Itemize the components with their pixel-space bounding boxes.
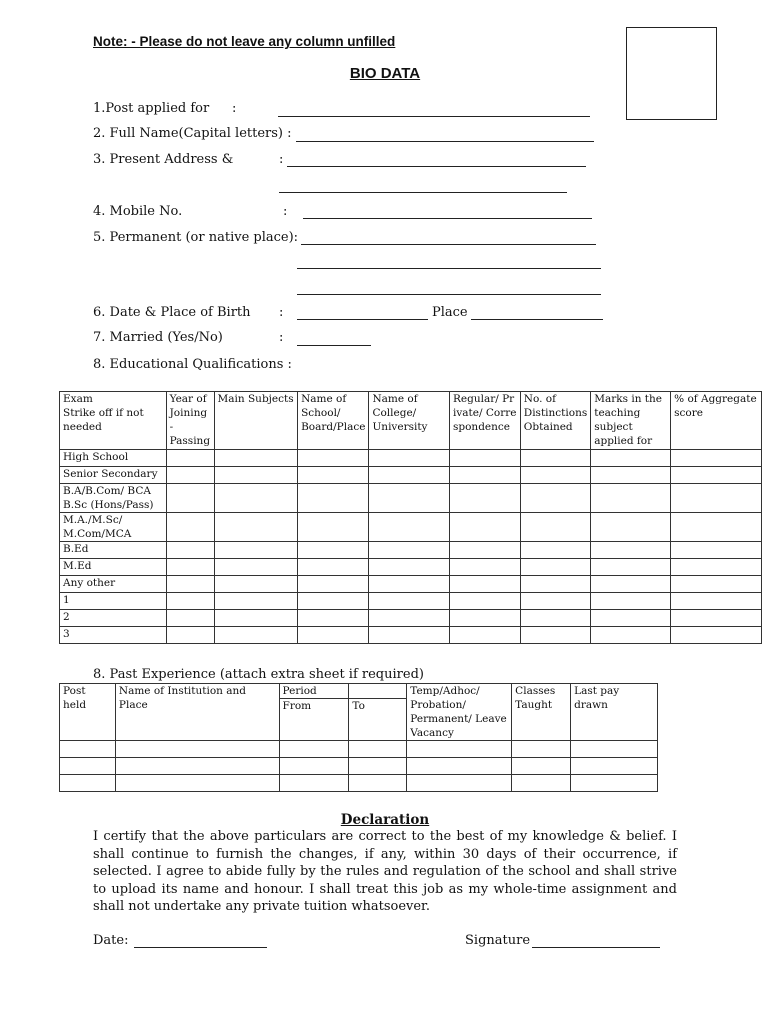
exp-header-type: Temp/Adhoc/ Probation/ Permanent/ Leave Vacancy bbox=[407, 684, 512, 741]
field-colon-post: : bbox=[232, 101, 237, 116]
page-title: BIO DATA bbox=[349, 65, 421, 82]
field-colon-address: : bbox=[279, 152, 284, 167]
field-label-mobile: 4. Mobile No. bbox=[93, 204, 183, 219]
edu-header-year: Year of Joining - Passing bbox=[166, 392, 214, 450]
permanent-input-line-2[interactable] bbox=[297, 268, 601, 269]
experience-heading: 8. Past Experience (attach extra sheet if required) bbox=[93, 667, 424, 682]
field-colon-dob: : bbox=[279, 305, 284, 320]
table-row: High School bbox=[60, 450, 762, 467]
table-row: 2 bbox=[60, 610, 762, 627]
married-input-line[interactable] bbox=[297, 345, 371, 346]
declaration-title: Declaration bbox=[340, 812, 430, 828]
field-colon-married: : bbox=[279, 330, 284, 345]
table-row bbox=[60, 741, 658, 758]
post-input-line[interactable] bbox=[278, 116, 590, 117]
signature-label: Signature bbox=[465, 933, 531, 948]
field-label-married: 7. Married (Yes/No) bbox=[93, 330, 223, 345]
permanent-input-line-3[interactable] bbox=[297, 294, 601, 295]
edu-header-subjects: Main Subjects bbox=[214, 392, 298, 450]
edu-header-mode: Regular/ Private/ Correspondence bbox=[450, 392, 521, 450]
dob-input-line[interactable] bbox=[297, 319, 428, 320]
declaration-text: I certify that the above particulars are correct to the best of my knowledge & belief. I shall continue to furnish the changes, if any, within 30 days of their occurrence, if selected. I agree to abide fully by the rules and regulation of the school and shall strive to upload its name and honour. I shall treat this job as my whole-time assignment and shall not undertake any private tuition whatsoever. bbox=[93, 829, 677, 914]
name-input-line[interactable] bbox=[296, 141, 594, 142]
exp-header-post: Post held bbox=[60, 684, 116, 741]
table-row: Any other bbox=[60, 576, 762, 593]
table-row: M.Ed bbox=[60, 559, 762, 576]
exp-header-classes: Classes Taught bbox=[512, 684, 571, 741]
experience-table bbox=[59, 683, 658, 792]
edu-header-marks: Marks in the teaching subject applied for bbox=[591, 392, 671, 450]
table-row: M.A./M.Sc/ M.Com/MCA bbox=[60, 513, 762, 542]
date-label: Date: bbox=[93, 933, 129, 948]
address-input-line-2[interactable] bbox=[279, 192, 567, 193]
edu-header-exam: Exam Strike off if not needed bbox=[60, 392, 167, 450]
signature-input-line[interactable] bbox=[532, 947, 660, 948]
field-label-place: Place bbox=[432, 305, 468, 320]
edu-header-school: Name of School/ Board/Place bbox=[298, 392, 369, 450]
education-table bbox=[59, 391, 762, 644]
edu-header-aggregate: % of Aggregate score bbox=[671, 392, 762, 450]
table-row bbox=[60, 758, 658, 775]
field-label-permanent: 5. Permanent (or native place): bbox=[93, 230, 299, 245]
table-row: 3 bbox=[60, 627, 762, 644]
date-input-line[interactable] bbox=[134, 947, 267, 948]
edu-header-distinctions: No. of Distinctions Obtained bbox=[520, 392, 590, 450]
edu-header-college: Name of College/ University bbox=[369, 392, 450, 450]
address-input-line-1[interactable] bbox=[287, 166, 586, 167]
note: Note: - Please do not leave any column unfilled bbox=[93, 34, 396, 49]
mobile-input-line[interactable] bbox=[303, 218, 592, 219]
exp-header-period: Period bbox=[279, 684, 349, 699]
exp-header-from: From bbox=[279, 699, 349, 741]
exp-header-pay: Last pay drawn bbox=[571, 684, 658, 741]
table-row: Senior Secondary bbox=[60, 467, 762, 484]
place-input-line[interactable] bbox=[471, 319, 603, 320]
table-row bbox=[60, 775, 658, 792]
table-row: B.Ed bbox=[60, 542, 762, 559]
permanent-input-line-1[interactable] bbox=[301, 244, 596, 245]
table-row: 1 bbox=[60, 593, 762, 610]
edu-heading: 8. Educational Qualifications : bbox=[93, 357, 292, 372]
field-label-post: 1.Post applied for bbox=[93, 101, 210, 116]
exp-header-institution: Name of Institution and Place bbox=[115, 684, 279, 741]
field-label-name: 2. Full Name(Capital letters) : bbox=[93, 126, 292, 141]
exp-header-to: To bbox=[349, 699, 407, 741]
field-colon-mobile: : bbox=[283, 204, 288, 219]
table-row: B.A/B.Com/ BCA B.Sc (Hons/Pass) bbox=[60, 484, 762, 513]
field-label-address: 3. Present Address & bbox=[93, 152, 234, 167]
field-label-dob: 6. Date & Place of Birth bbox=[93, 305, 251, 320]
